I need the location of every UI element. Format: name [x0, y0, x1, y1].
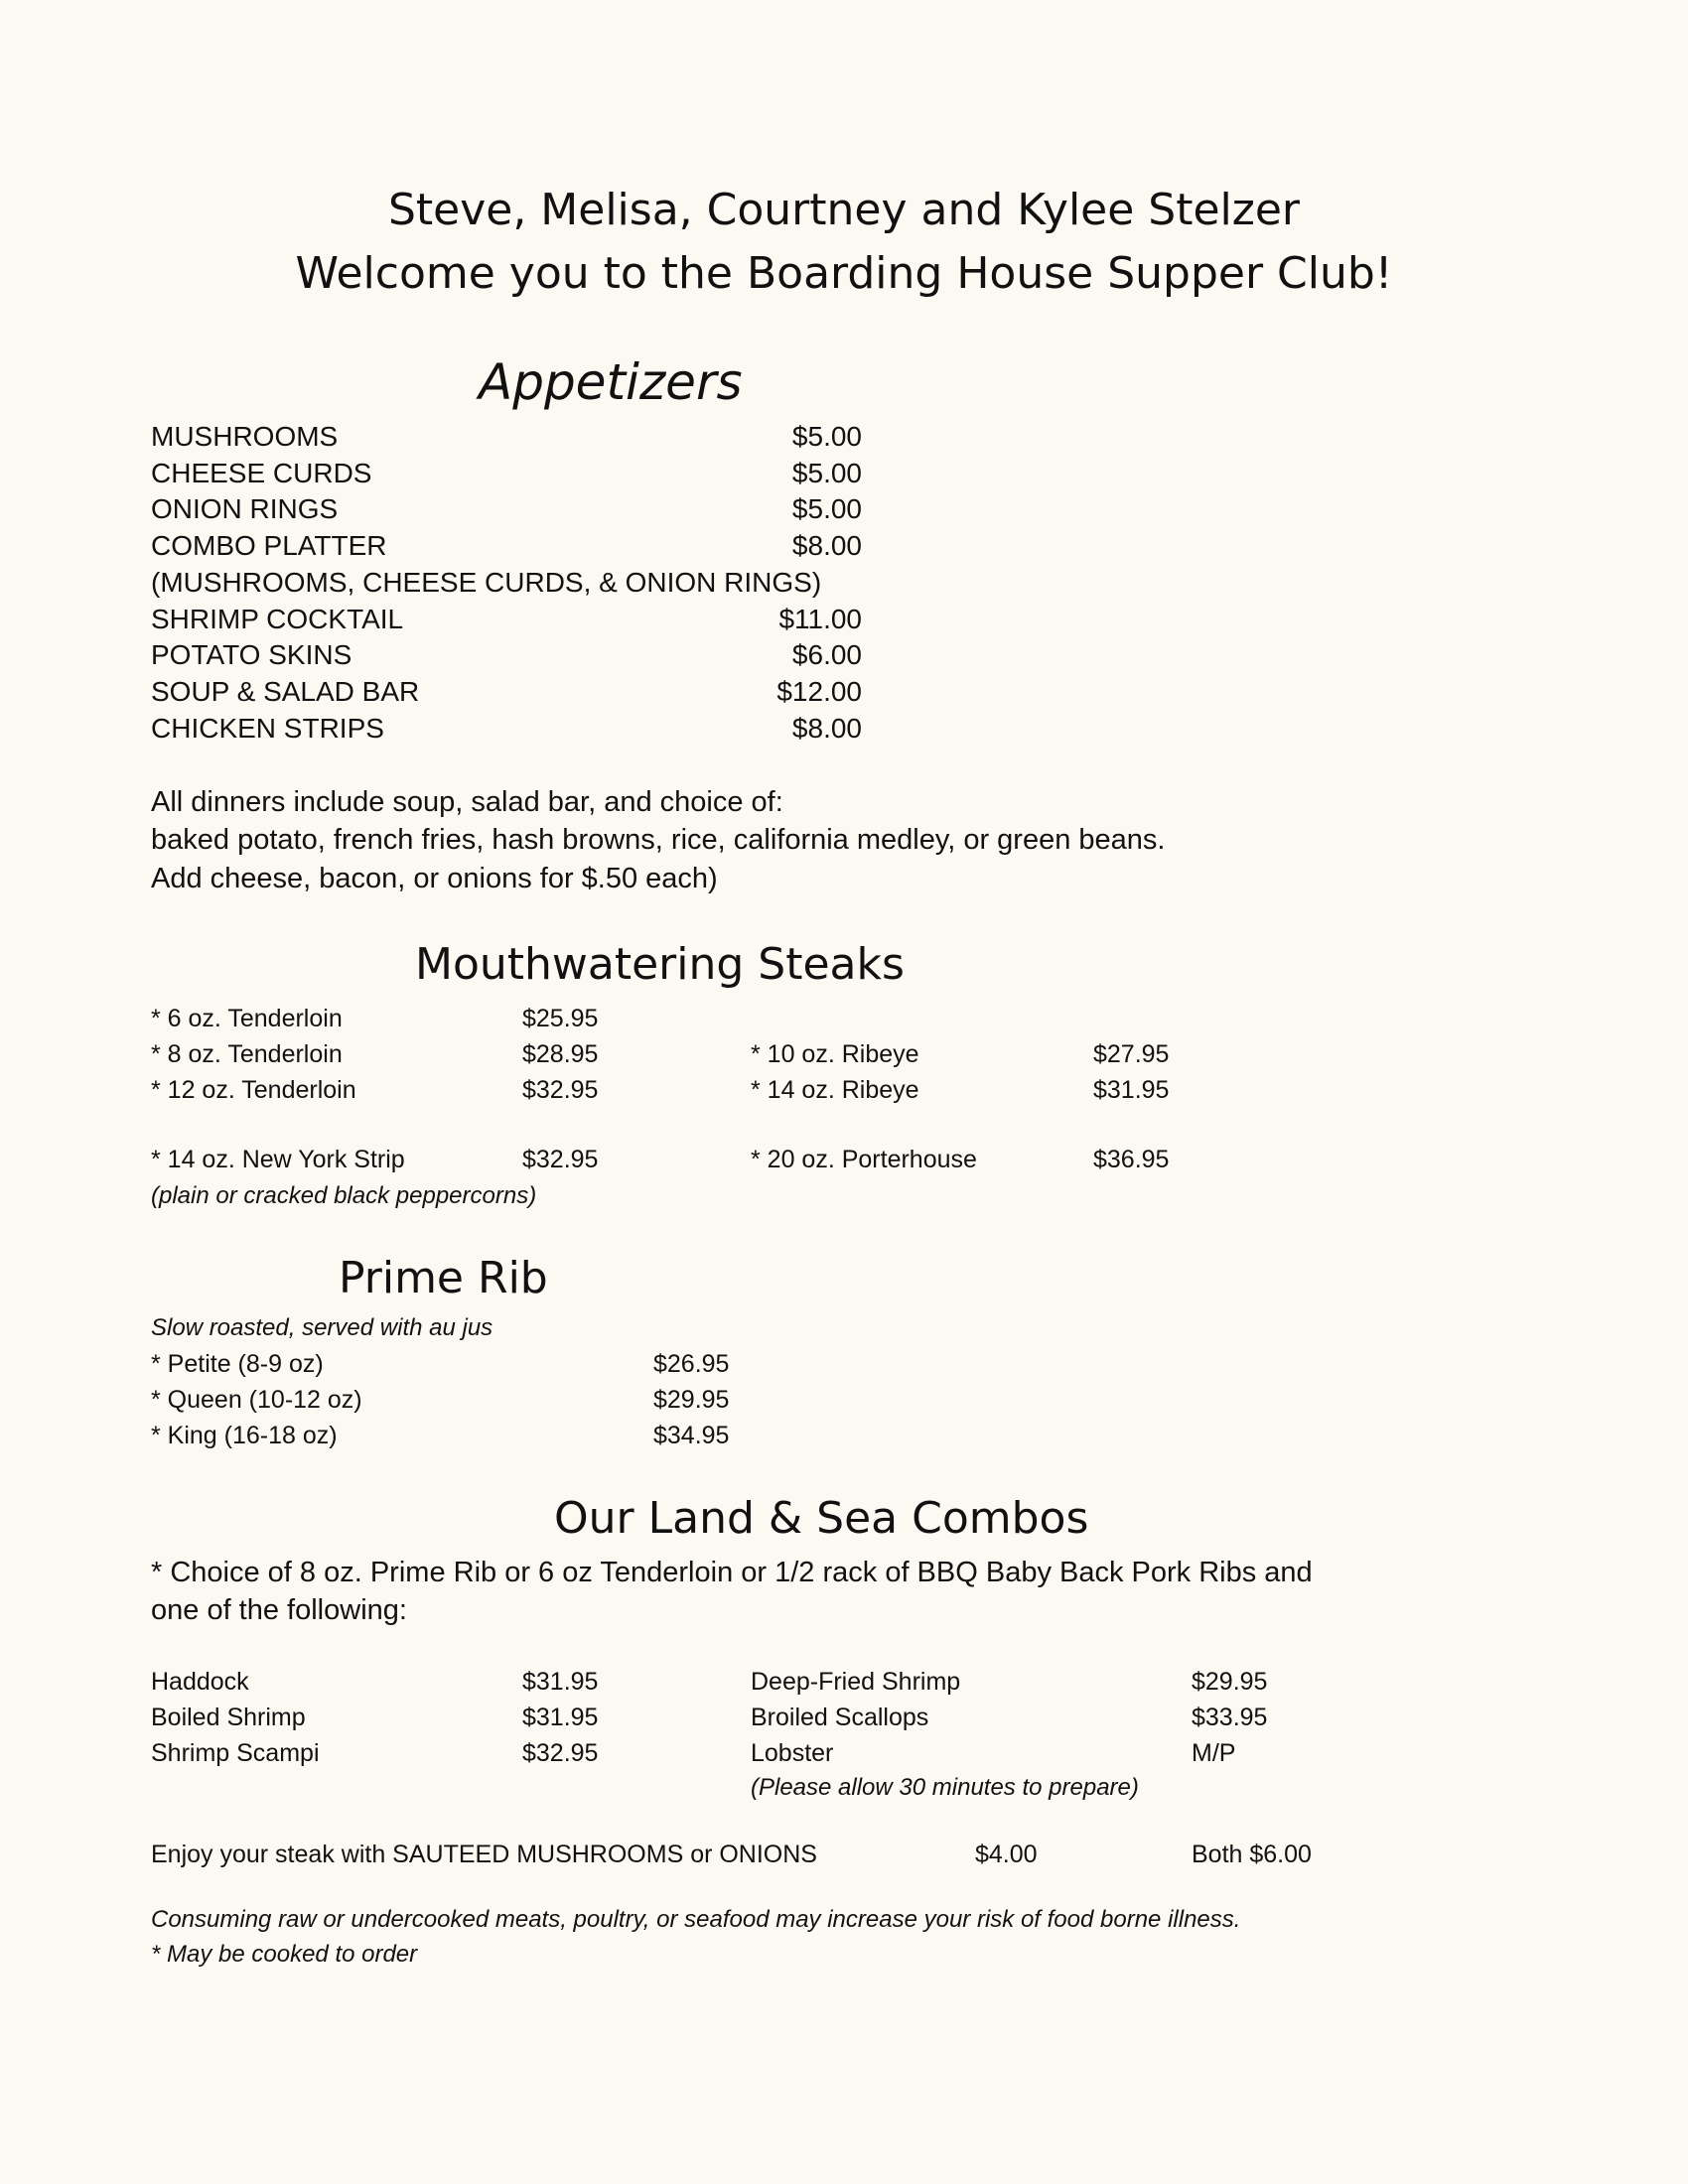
appetizer-name: ONION RINGS	[151, 493, 339, 524]
strip-note: (plain or cracked black peppercorns)	[151, 1182, 537, 1209]
combo-name: Boiled Shrimp	[151, 1704, 306, 1731]
steak-name: * 6 oz. Tenderloin	[151, 1005, 343, 1032]
extras-price: $4.00	[975, 1841, 1038, 1868]
prime-rib-name: * Petite (8-9 oz)	[151, 1350, 324, 1378]
dinners-note-line-3: Add cheese, bacon, or onions for $.50 each)	[151, 863, 718, 894]
steak-name: * 8 oz. Tenderloin	[151, 1040, 343, 1068]
appetizer-price: $11.00	[778, 604, 862, 634]
combo-name: Broiled Scallops	[751, 1704, 929, 1731]
cooked-to-order-note: * May be cooked to order	[151, 1941, 418, 1968]
combo-price: $33.95	[1192, 1704, 1268, 1731]
steak-price: $32.95	[522, 1076, 599, 1104]
appetizer-price: $8.00	[791, 530, 862, 561]
appetizer-price: $6.00	[791, 639, 862, 670]
welcome-line-2: Welcome you to the Boarding House Supper Club!	[295, 248, 1393, 299]
prime-rib-name: * Queen (10-12 oz)	[151, 1386, 362, 1414]
appetizer-price: $5.00	[791, 421, 862, 452]
combo-name: Haddock	[151, 1668, 249, 1696]
combo-price: $31.95	[522, 1704, 599, 1731]
combo-price: $32.95	[522, 1739, 599, 1767]
appetizer-name: SOUP & SALAD BAR	[151, 676, 420, 707]
appetizer-name: CHEESE CURDS	[151, 458, 372, 488]
prime-rib-price: $26.95	[653, 1350, 730, 1378]
steak-price: $31.95	[1093, 1076, 1170, 1104]
steaks-heading: Mouthwatering Steaks	[415, 939, 905, 990]
appetizers-heading: Appetizers	[479, 353, 743, 411]
steak-name: * 20 oz. Porterhouse	[751, 1146, 977, 1173]
dinners-note-line-1: All dinners include soup, salad bar, and choice of:	[151, 786, 783, 818]
prime-rib-subtitle: Slow roasted, served with au jus	[151, 1314, 493, 1341]
combos-intro-line-2: one of the following:	[151, 1594, 407, 1626]
steak-price: $36.95	[1093, 1146, 1170, 1173]
combo-price: M/P	[1192, 1739, 1236, 1767]
extras-both-price: Both $6.00	[1192, 1841, 1312, 1868]
combo-price: $31.95	[522, 1668, 599, 1696]
combo-name: Lobster	[751, 1739, 834, 1767]
steak-name: * 10 oz. Ribeye	[751, 1040, 919, 1068]
steak-name: * 14 oz. New York Strip	[151, 1146, 405, 1173]
steak-name: * 12 oz. Tenderloin	[151, 1076, 356, 1104]
food-warning: Consuming raw or undercooked meats, poultry, or seafood may increase your risk of food borne illness.	[151, 1906, 1241, 1933]
appetizer-name: CHICKEN STRIPS	[151, 713, 384, 744]
prime-rib-heading: Prime Rib	[339, 1253, 548, 1303]
appetizer-price: $5.00	[791, 458, 862, 488]
combo-price: $29.95	[1192, 1668, 1268, 1696]
combos-intro-line-1: * Choice of 8 oz. Prime Rib or 6 oz Tenderloin or 1/2 rack of BBQ Baby Back Pork Ribs and	[151, 1557, 1313, 1588]
steak-price: $28.95	[522, 1040, 599, 1068]
steak-price: $27.95	[1093, 1040, 1170, 1068]
appetizer-name: MUSHROOMS	[151, 421, 339, 452]
welcome-line-1: Steve, Melisa, Courtney and Kylee Stelzer	[387, 185, 1301, 235]
dinners-note-line-2: baked potato, french fries, hash browns, rice, california medley, or green beans.	[151, 824, 1166, 856]
appetizer-name: SHRIMP COCKTAIL	[151, 604, 404, 634]
prime-rib-price: $29.95	[653, 1386, 730, 1414]
prime-rib-price: $34.95	[653, 1422, 730, 1449]
appetizer-combo-note: (MUSHROOMS, CHEESE CURDS, & ONION RINGS)	[151, 567, 822, 598]
steak-price: $32.95	[522, 1146, 599, 1173]
appetizer-price: $8.00	[791, 713, 862, 744]
combo-name: Shrimp Scampi	[151, 1739, 320, 1767]
extras-label: Enjoy your steak with SAUTEED MUSHROOMS or ONIONS	[151, 1841, 817, 1868]
steak-price: $25.95	[522, 1005, 599, 1032]
appetizer-price: $12.00	[776, 676, 862, 707]
appetizer-name: COMBO PLATTER	[151, 530, 387, 561]
prime-rib-name: * King (16-18 oz)	[151, 1422, 338, 1449]
steak-name: * 14 oz. Ribeye	[751, 1076, 919, 1104]
appetizer-price: $5.00	[791, 493, 862, 524]
combos-heading: Our Land & Sea Combos	[554, 1493, 1089, 1544]
combo-name: Deep-Fried Shrimp	[751, 1668, 961, 1696]
lobster-note: (Please allow 30 minutes to prepare)	[751, 1774, 1139, 1801]
appetizer-name: POTATO SKINS	[151, 639, 352, 670]
